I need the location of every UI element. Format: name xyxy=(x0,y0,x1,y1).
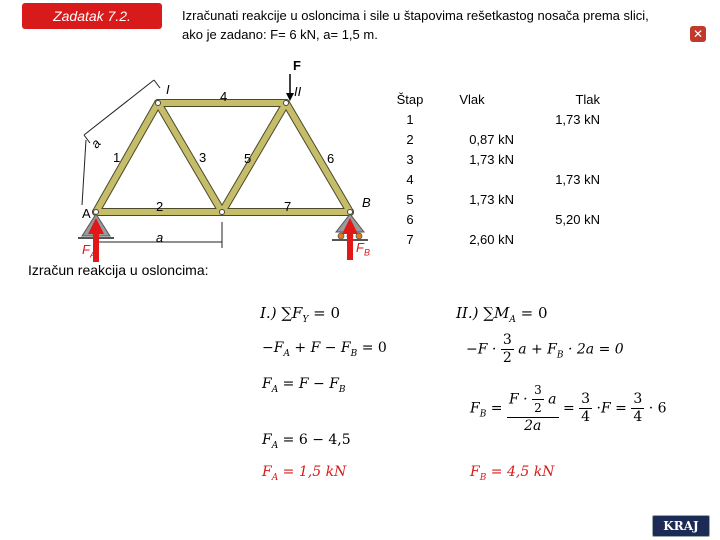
eq-right-f-symbol: F xyxy=(600,400,611,417)
eq-right-line2: −F · $\frac{3}{2}$ $a + F_B \cdot 2a = 0$ xyxy=(466,332,624,366)
close-icon[interactable]: ✕ xyxy=(690,26,706,42)
truss-members-outline xyxy=(96,103,350,212)
reaction-label-a: $F_A$ xyxy=(82,242,96,260)
eq-left-line3: $F_A = F - F_B$ xyxy=(262,376,346,395)
support-label-b: B xyxy=(362,195,371,210)
member-label-1: 1 xyxy=(113,150,121,165)
eq-right-sum: II.) $\sum M_A = 0$ xyxy=(456,304,548,325)
table-row: 3 1,73 kN xyxy=(406,152,514,167)
table-header-row xyxy=(390,90,600,110)
member-6 xyxy=(286,103,350,212)
eq-right-line3: $F_B$ = F · $\frac{3}{2}$ a 2a = $\frac{3}{4}$ ·F = $\frac{3}{4}$ · 6 xyxy=(470,383,667,434)
member-label-4: 4 xyxy=(220,89,228,104)
problem-badge: Zadatak 7.2. xyxy=(22,3,162,29)
force-arrow-f xyxy=(286,74,294,101)
member-label-3: 3 xyxy=(199,150,207,165)
joint-bottom-mid xyxy=(220,210,225,215)
problem-line-1: Izračunati reakcije u osloncima i sile u štapovima rešetkastog nosača prema slici, xyxy=(182,8,649,23)
eq-left-sum: I.) $\sum F_Y = 0$ xyxy=(260,304,341,325)
member-label-5: 5 xyxy=(244,151,252,166)
table-row: 7 2,60 kN xyxy=(406,232,514,247)
section-title: Izračun reakcija u osloncima: xyxy=(28,262,209,278)
force-label: F xyxy=(293,58,301,73)
support-label-a: A xyxy=(82,206,91,221)
dim-a-bottom-label: a xyxy=(156,230,164,245)
table-row: 1 1,73 kN xyxy=(406,112,600,127)
joint-ii xyxy=(284,101,289,106)
kraj-button[interactable]: KRAJ xyxy=(652,515,710,537)
reaction-label-b: $F_B$ xyxy=(356,240,370,258)
table-row: 5 1,73 kN xyxy=(406,192,514,207)
col-header-vlak: Vlak xyxy=(459,92,485,107)
truss-members xyxy=(96,103,350,212)
member-label-2: 2 xyxy=(156,199,164,214)
member-label-6: 6 xyxy=(327,151,335,166)
eq-right-result: $F_B = 4,5$ kN xyxy=(470,464,555,483)
problem-line-2: ako je zadano: F= 6 kN, a= 1,5 m. xyxy=(182,27,378,42)
eq-left-result: $F_A = 1,5$ kN xyxy=(262,464,347,483)
member-label-7: 7 xyxy=(284,199,292,214)
table-row: 4 1,73 kN xyxy=(406,172,600,187)
dim-a-side-label: a xyxy=(87,135,104,152)
member-5 xyxy=(222,103,286,212)
member-1 xyxy=(96,103,158,212)
member-forces-table xyxy=(390,90,600,250)
eq-left-line2: $-F_A + F - F_B = 0$ xyxy=(262,340,387,359)
member-3 xyxy=(158,103,222,212)
table-row: 6 5,20 kN xyxy=(406,212,600,227)
col-header-tlak: Tlak xyxy=(575,92,600,107)
table-row: 2 0,87 kN xyxy=(406,132,514,147)
node-label-ii: II xyxy=(294,84,302,99)
joint-i xyxy=(156,101,161,106)
node-label-i: I xyxy=(166,82,170,97)
eq-left-line4: $F_A = 6 - 4,5$ xyxy=(262,432,351,451)
col-header-stap: Štap xyxy=(396,92,424,107)
